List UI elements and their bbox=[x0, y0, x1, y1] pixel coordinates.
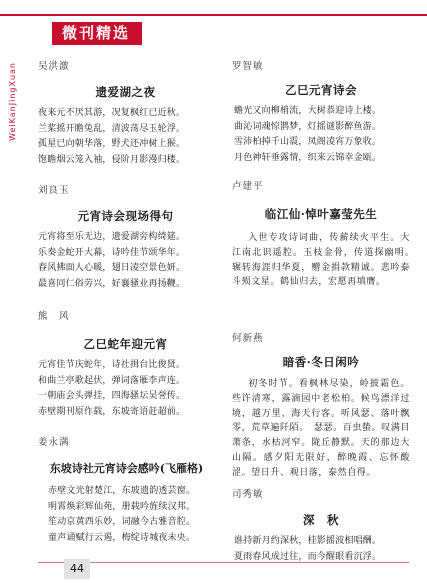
magazine-brand: 微刊精选 bbox=[52, 22, 142, 45]
poem-line: 夏雨春风成过往，而今醒眼看沉浮。 bbox=[234, 551, 382, 562]
poem-line: 元宵将至乐无边，遗爱湖旁构绮筵。 bbox=[38, 232, 186, 242]
footer-rule bbox=[38, 562, 409, 563]
ci-poem-body: 初冬时节。看枫林尽染，岭披霜色。些许清寒，露滴园中老松柏。候鸟漂洋过境，越万里、海天行客。听风瑟、落叶飘零，荒草遍阡陌。 瑟瑟。百虫蛰。叹满目萧条，水枯河窄。陇丘静默。天的那边大山隔。感夕阳无限好，醉晚霞、忘怀酸涩。望日升、观日落，泰然自得。 bbox=[232, 379, 410, 478]
poem-title: 乙巳元宵诗会 bbox=[285, 83, 357, 97]
author-name: 熊 风 bbox=[38, 311, 70, 322]
poem-line: 赤壁期刊原作载，东坡寄语赶超前。 bbox=[38, 406, 186, 417]
poem-line: 饱瞻烟云笼入袖，侵阶月影漫归楼。 bbox=[38, 154, 186, 165]
page-number: 44 bbox=[64, 559, 90, 579]
poem-line: 和曲兰亭歌起伏，弹词落雁李声连。 bbox=[38, 375, 186, 386]
poem-line: 赤壁文光射楚江，东坡遗韵透芸窗。 bbox=[48, 486, 196, 496]
poem-line: 孤星已向朝华落，野犬还冲树上猴。 bbox=[38, 139, 186, 149]
poem-line: 曲沁词魂惊鹊梦，灯摇谜影醉鱼游。 bbox=[234, 121, 382, 132]
poem-title: 遗爱湖之夜 bbox=[95, 85, 156, 99]
author-name: 何新燕 bbox=[232, 333, 264, 344]
poem-line: 雪沛柏掉千山震，凤阁凌宵万象收。 bbox=[234, 137, 382, 147]
header-rule bbox=[0, 14, 427, 16]
author-name: 司秀敏 bbox=[232, 489, 264, 500]
poem-line: 元宵佳节庆蛇年，诗社揖台比俊贤。 bbox=[38, 360, 186, 370]
ci-poem-body: 入世专攻诗词曲，传薪续火平生。大江南北识遥腔。玉枝金骨，传道探幽明。 辗转海涯归华夏，赠金捐款精诚。悲吟泰斗殒文星。鹤仙归去，宏愿再填膺。 bbox=[232, 233, 420, 288]
author-name: 姜永满 bbox=[38, 437, 70, 448]
author-name: 吴洪激 bbox=[38, 61, 70, 72]
poem-line: 童声诵赋行云遏，梅绽诗城夜未央。 bbox=[48, 532, 196, 543]
poem-body bbox=[234, 104, 381, 166]
poem-line: 月色神轩垂露情，织来云锦幸金瓯。 bbox=[234, 152, 382, 163]
poem-line: 明霄焕彩辉仙苑，册载吟旌续汉邦。 bbox=[48, 501, 196, 512]
author-name: 刘良玉 bbox=[38, 185, 70, 196]
poem-title: 暗香·冬日闲吟 bbox=[282, 355, 360, 369]
vertical-section-label: WeiKanJingXuan bbox=[8, 62, 17, 141]
poem-line: 春风拂面人心暖，翅日凌空景色妍。 bbox=[38, 263, 186, 273]
author-name: 卢建平 bbox=[232, 181, 264, 192]
poem-line: 谁持新月约深秋，桂影摇波相唱酬。 bbox=[234, 536, 382, 546]
poem-line: 兰桨摇开瞻兔乱，清波荡尽玉轮浮。 bbox=[38, 123, 186, 134]
poem-line: 笙动京黄西乐妙，词融今古雅音腔。 bbox=[48, 517, 196, 527]
poem-line: 乐奏金蛇开大幕，诗吟佳节颂华年。 bbox=[38, 247, 186, 258]
poem-line: 蟾光又向柳梢流，大树恭迎诗上楼。 bbox=[234, 106, 382, 116]
author-name: 罗智敏 bbox=[232, 61, 264, 72]
poem-line: 最喜同仁俗劳兴，好襄骚业再扬鞭。 bbox=[38, 278, 186, 289]
poem-line: 夜来元不厌其游，况复枫红已近秋。 bbox=[38, 108, 186, 118]
poem-body bbox=[38, 106, 185, 168]
poem-title: 临江仙·悼叶嘉莹先生 bbox=[264, 207, 378, 221]
poem-title: 乙巳蛇年迎元宵 bbox=[83, 337, 168, 351]
poem-body bbox=[48, 484, 195, 546]
poem-title: 深 秋 bbox=[303, 513, 339, 527]
poem-body bbox=[38, 230, 185, 292]
page-header bbox=[0, 0, 427, 40]
poem-line: 一朝庙会头弹挂，四海骚坛吴誉传。 bbox=[38, 391, 186, 401]
poem-title: 元宵诗会现场得句 bbox=[77, 209, 174, 223]
poem-title: 东坡诗社元宵诗会感吟(飞雁格) bbox=[49, 462, 204, 475]
poem-body bbox=[38, 358, 185, 420]
poem-body bbox=[234, 534, 381, 565]
